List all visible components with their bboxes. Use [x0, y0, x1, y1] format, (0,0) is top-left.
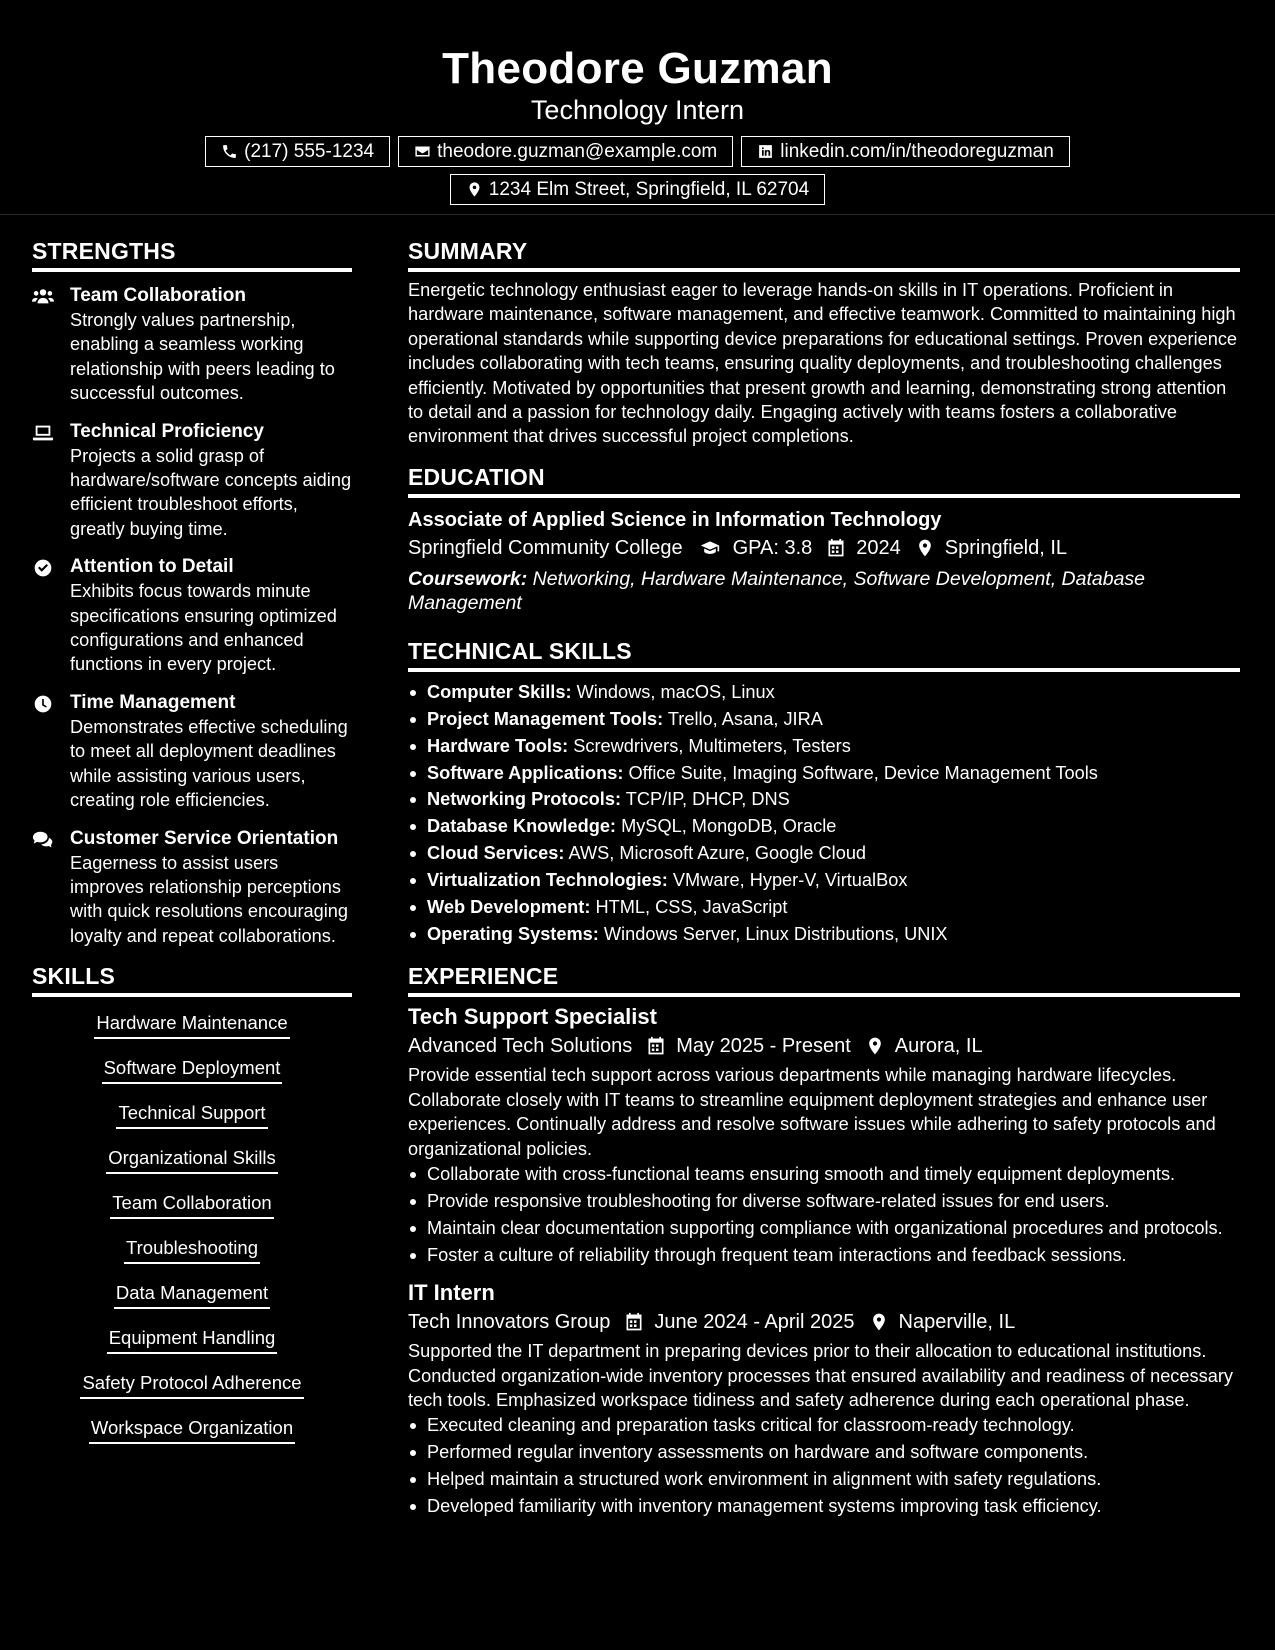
company-name: Advanced Tech Solutions: [408, 1035, 633, 1058]
job-bullet: Maintain clear documentation supporting compliance with organizational procedures and protocols.: [408, 1216, 1240, 1240]
skill-item: Technical Support: [32, 1101, 352, 1146]
strength-item: [32, 691, 352, 813]
skill-item: Equipment Handling: [32, 1326, 352, 1371]
job-meta: [408, 1031, 1240, 1061]
technical-skills-heading: TECHNICAL SKILLS: [408, 637, 1240, 672]
degree-title: Associate of Applied Science in Information Technology: [408, 508, 942, 531]
job-description: Provide essential tech support across various departments while managing hardware lifecycles. Collaborate closely with IT teams to streamline equipment deployment strategies and enhance user experiences. Continually address and resolve software issues while adhering to safety protocols and organizational policies.: [408, 1065, 1216, 1159]
map-marker-icon: [466, 181, 483, 198]
job-location: Aurora, IL: [894, 1035, 983, 1058]
skill-item: Organizational Skills: [32, 1146, 352, 1191]
clock-icon: [32, 691, 56, 813]
tech-skill-item: Project Management Tools: Trello, Asana, JIRA: [408, 707, 1240, 731]
tech-skill-item: Web Development: HTML, CSS, JavaScript: [408, 895, 1240, 919]
skills-list: [32, 1011, 352, 1461]
skill-item: Hardware Maintenance: [32, 1011, 352, 1056]
strength-text: Eagerness to assist users improves relationship perceptions with quick resolutions encouraging loyalty and repeat collaborations.: [70, 852, 349, 946]
strengths-heading: STRENGTHS: [32, 237, 352, 272]
summary-heading: SUMMARY: [408, 237, 1240, 272]
job-bullets: [408, 1162, 1240, 1267]
calendar-icon: [646, 1036, 666, 1056]
strength-text: Exhibits focus towards minute specifications ensuring optimized configurations and enhanced functions in every project.: [70, 581, 337, 675]
candidate-name: Theodore Guzman: [442, 44, 833, 93]
summary-section: [408, 237, 1240, 449]
strength-text: Demonstrates effective scheduling to meet all deployment deadlines while assisting various users, creating role efficiencies.: [70, 716, 348, 811]
tech-skill-item: Hardware Tools: Screwdrivers, Multimeters, Testers: [408, 734, 1240, 758]
gpa-text: GPA: 3.8: [732, 536, 813, 559]
school-name: Springfield Community College: [408, 536, 683, 559]
strength-item: [32, 284, 352, 406]
tech-skill-item: Computer Skills: Windows, macOS, Linux: [408, 680, 1240, 704]
tech-skill-item: Database Knowledge: MySQL, MongoDB, Oracle: [408, 814, 1240, 838]
job-entry: [408, 1003, 1240, 1267]
strength-title: Technical Proficiency: [70, 420, 264, 442]
job-dates: June 2024 - April 2025: [654, 1311, 855, 1334]
skill-item: Safety Protocol Adherence: [32, 1371, 352, 1416]
email-chip[interactable]: [398, 136, 733, 167]
job-bullet: Collaborate with cross-functional teams ensuring smooth and timely equipment deployments.: [408, 1162, 1240, 1186]
map-marker-icon: [865, 1036, 885, 1056]
candidate-title: Technology Intern: [530, 95, 745, 125]
comments-icon: [32, 827, 56, 949]
strength-item: [32, 555, 352, 677]
job-entry: [408, 1279, 1240, 1518]
tech-skill-item: Cloud Services: AWS, Microsoft Azure, Google Cloud: [408, 841, 1240, 865]
strength-item: [32, 420, 352, 542]
summary-text: Energetic technology enthusiast eager to leverage hands-on skills in IT operations. Proficient in hardware maintenance, software management, and effective teamwork. Committed to maintaining high operational standards while supporting device preparations for educational settings. Proven experience includes collaborating with tech teams, ensuring quality deployments, and troubleshooting challenges efficiently. Motivated by opportunities that present growth and learning, demonstrating strong attention to detail and a passion for technology daily. Engaging actively with teams fosters a collaborative environment that drives successful project completions.: [408, 280, 1238, 447]
job-location: Naperville, IL: [898, 1311, 1016, 1334]
skill-item: Workspace Organization: [32, 1416, 352, 1461]
experience-section: [408, 962, 1240, 1518]
linkedin-icon: [757, 143, 774, 160]
skill-item: Data Management: [32, 1281, 352, 1326]
strength-text: Projects a solid grasp of hardware/software concepts aiding efficient troubleshoot efforts, greatly buying time.: [70, 445, 352, 539]
technical-skills-list: [408, 680, 1240, 947]
job-title: Tech Support Specialist: [408, 1004, 657, 1030]
tech-skill-item: Software Applications: Office Suite, Imaging Software, Device Management Tools: [408, 761, 1240, 785]
coursework-label: Coursework:: [408, 567, 528, 590]
laptop-icon: [32, 420, 56, 542]
left-column: [32, 237, 352, 1461]
job-bullet: Developed familiarity with inventory management systems improving task efficiency.: [408, 1494, 1240, 1518]
users-icon: [32, 284, 56, 406]
calendar-icon: [826, 538, 846, 558]
job-description: Supported the IT department in preparing devices prior to their allocation to educational institutions. Conducted organization-wide inventory processes that ensured availability and readiness of necessary tech tools. Emphasized workspace tidiness and safety adherence during each operational phase.: [408, 1341, 1233, 1410]
skill-item: Troubleshooting: [32, 1236, 352, 1281]
tech-skill-item: Networking Protocols: TCP/IP, DHCP, DNS: [408, 787, 1240, 811]
education-section: [408, 463, 1240, 615]
linkedin-chip[interactable]: [741, 136, 1070, 167]
education-location: Springfield, IL: [944, 536, 1068, 559]
job-bullet: Provide responsive troubleshooting for diverse software-related issues for end users.: [408, 1189, 1240, 1213]
job-title: IT Intern: [408, 1280, 495, 1306]
address-row: [0, 174, 1275, 205]
strength-title: Attention to Detail: [70, 556, 234, 578]
job-bullet: Executed cleaning and preparation tasks critical for classroom-ready technology.: [408, 1413, 1240, 1437]
coursework-text: Networking, Hardware Maintenance, Software Development, Database Management: [408, 567, 1146, 614]
strength-text: Strongly values partnership, enabling a seamless working relationship with peers leading to successful outcomes.: [70, 310, 335, 404]
experience-heading: EXPERIENCE: [408, 962, 1240, 997]
skills-heading: SKILLS: [32, 962, 352, 997]
check-circle-icon: [32, 555, 56, 677]
skill-item: Team Collaboration: [32, 1191, 352, 1236]
strength-title: Team Collaboration: [70, 285, 246, 306]
map-marker-icon: [915, 538, 935, 558]
job-bullet: Helped maintain a structured work environment in alignment with safety regulations.: [408, 1467, 1240, 1491]
phone-icon: [221, 143, 238, 160]
education-heading: EDUCATION: [408, 463, 1240, 498]
job-bullet: Foster a culture of reliability through frequent team interactions and feedback sessions.: [408, 1243, 1240, 1267]
phone-chip[interactable]: [205, 136, 390, 167]
job-meta: [408, 1307, 1240, 1337]
map-marker-icon: [869, 1312, 889, 1332]
calendar-icon: [624, 1312, 644, 1332]
address-chip: [450, 174, 825, 205]
strength-item: [32, 827, 352, 949]
strength-title: Customer Service Orientation: [70, 827, 339, 849]
job-bullets: [408, 1413, 1240, 1518]
tech-skill-item: Virtualization Technologies: VMware, Hyper-V, VirtualBox: [408, 868, 1240, 892]
graduation-year: 2024: [856, 536, 901, 559]
contact-row: [0, 136, 1275, 167]
right-column: [408, 237, 1240, 1521]
company-name: Tech Innovators Group: [408, 1311, 611, 1334]
envelope-icon: [414, 143, 431, 160]
strength-title: Time Management: [70, 691, 236, 713]
tech-skill-item: Operating Systems: Windows Server, Linux Distributions, UNIX: [408, 922, 1240, 946]
education-meta: [408, 533, 1240, 563]
job-bullet: Performed regular inventory assessments on hardware and software components.: [408, 1440, 1240, 1464]
resume-header: [0, 0, 1275, 215]
strengths-list: [32, 284, 352, 948]
address-text: 1234 Elm Street, Springfield, IL 62704: [488, 178, 810, 200]
phone-text: (217) 555-1234: [244, 140, 375, 162]
technical-skills-section: [408, 637, 1240, 947]
coursework: [408, 567, 1240, 615]
graduation-cap-icon: [697, 538, 723, 558]
email-text: theodore.guzman@example.com: [437, 140, 718, 162]
skill-item: Software Deployment: [32, 1056, 352, 1101]
linkedin-text: linkedin.com/in/theodoreguzman: [780, 140, 1054, 162]
job-dates: May 2025 - Present: [676, 1035, 851, 1058]
